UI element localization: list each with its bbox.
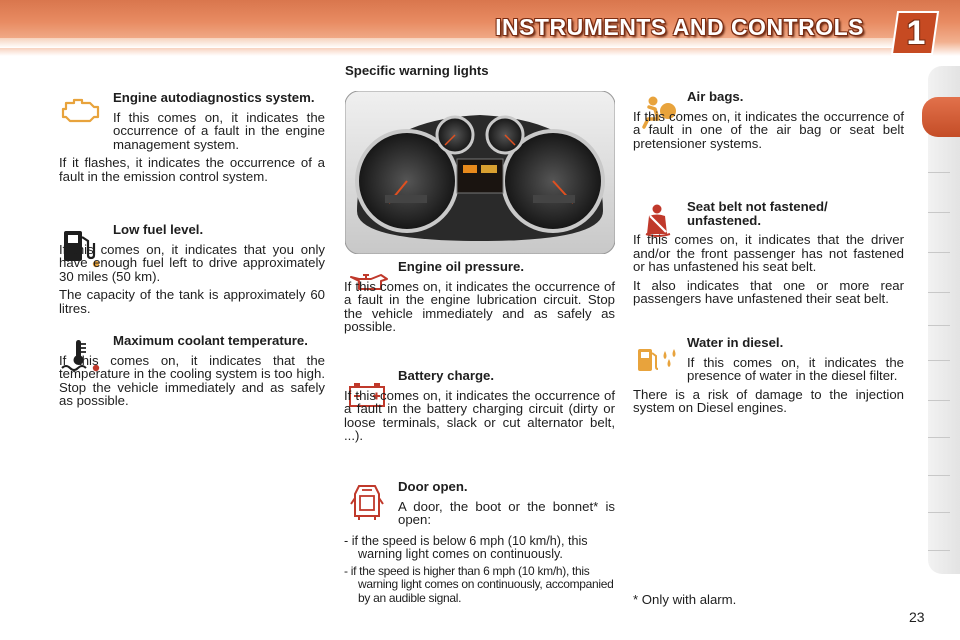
tab-divider xyxy=(928,172,950,173)
chapter-tab-strip xyxy=(928,66,960,574)
seatbelt-block xyxy=(633,200,904,311)
seatbelt-text: If this comes on, it indicates that the driver and/or the front passenger has not fastened or has unfastened his seat belt. xyxy=(633,232,904,274)
oil-title: Engine oil pressure. xyxy=(398,259,525,274)
engine-text: If this comes on, it indicates the occurrence of a fault in the engine management system. xyxy=(113,109,325,152)
tab-divider xyxy=(928,292,950,293)
tab-divider xyxy=(928,325,950,326)
engine-title: Engine autodiagnostics system. xyxy=(113,90,315,105)
oil-text: If this comes on, it indicates the occurrence of a fault in the engine lubrication circuit. Stop the vehicle immediately and as safely as possible. xyxy=(344,278,615,334)
coolant-text: If this comes on, it indicates that the temperature in the cooling system is too high. Stop the vehicle immediately and as safely as possible. xyxy=(59,352,325,408)
section-title: Specific warning lights xyxy=(345,63,489,78)
airbag-block xyxy=(633,90,904,155)
engine-block xyxy=(59,91,325,188)
chapter-tab-active[interactable] xyxy=(922,97,960,137)
footnote: * Only with alarm. xyxy=(633,592,737,607)
fuel-text: If this comes on, it indicates that you only have enough fuel left to drive approximately 30 miles (50 km). xyxy=(59,241,325,284)
door-title: Door open. xyxy=(398,479,468,494)
page-number: 23 xyxy=(909,609,925,625)
battery-text: If this comes on, it indicates the occurrence of a fault in the battery charging circuit (dirty or loose terminals, slack or cut alternator belt, ...). xyxy=(344,387,615,443)
engine-flash-text: If it flashes, it indicates the occurrence of a fault in the emission control system. xyxy=(59,155,325,184)
battery-title: Battery charge. xyxy=(398,368,495,383)
tab-divider xyxy=(928,252,950,253)
tab-divider xyxy=(928,360,950,361)
door-dash-high-speed: - if the speed is higher than 6 mph (10 km/h), this warning light comes on continuously, accompanied by an audible signal. xyxy=(344,563,614,605)
oil-block xyxy=(344,260,615,339)
door-text: A door, the boot or the bonnet* is open: xyxy=(398,498,615,527)
chapter-badge xyxy=(890,8,942,58)
door-block xyxy=(344,480,615,605)
fuel-capacity-text: The capacity of the tank is approximately 60 litres. xyxy=(59,287,325,316)
water-block xyxy=(633,336,904,420)
tab-divider xyxy=(928,475,950,476)
coolant-title: Maximum coolant temperature. xyxy=(113,333,308,348)
tab-divider xyxy=(928,512,950,513)
chapter-title: INSTRUMENTS AND CONTROLS xyxy=(495,14,864,40)
water-text: If this comes on, it indicates the presence of water in the diesel filter. xyxy=(687,354,904,383)
coolant-block xyxy=(59,334,325,413)
water-title: Water in diesel. xyxy=(687,335,784,350)
water-risk-text: There is a risk of damage to the injection system on Diesel engines. xyxy=(633,386,904,415)
tab-divider xyxy=(928,437,950,438)
tab-divider xyxy=(928,400,950,401)
battery-block xyxy=(344,369,615,448)
fuel-title: Low fuel level. xyxy=(113,222,204,237)
tab-divider xyxy=(928,550,950,551)
chapter-number: 1 xyxy=(906,14,926,52)
instrument-cluster-image xyxy=(345,91,615,254)
tab-divider xyxy=(928,212,950,213)
fuel-block xyxy=(59,223,325,320)
seatbelt-rear-text: It also indicates that one or more rear passengers have unfastened their seat belt. xyxy=(633,277,904,306)
airbag-text: If this comes on, it indicates the occurrence of a fault in one of the air bag or seat belt pretensioner systems. xyxy=(633,108,904,151)
airbag-title: Air bags. xyxy=(687,89,744,104)
seatbelt-title: Seat belt not fastened/ unfastened. xyxy=(687,199,828,228)
door-dash-low-speed: - if the speed is below 6 mph (10 km/h), this warning light comes on continuously. xyxy=(344,533,588,561)
